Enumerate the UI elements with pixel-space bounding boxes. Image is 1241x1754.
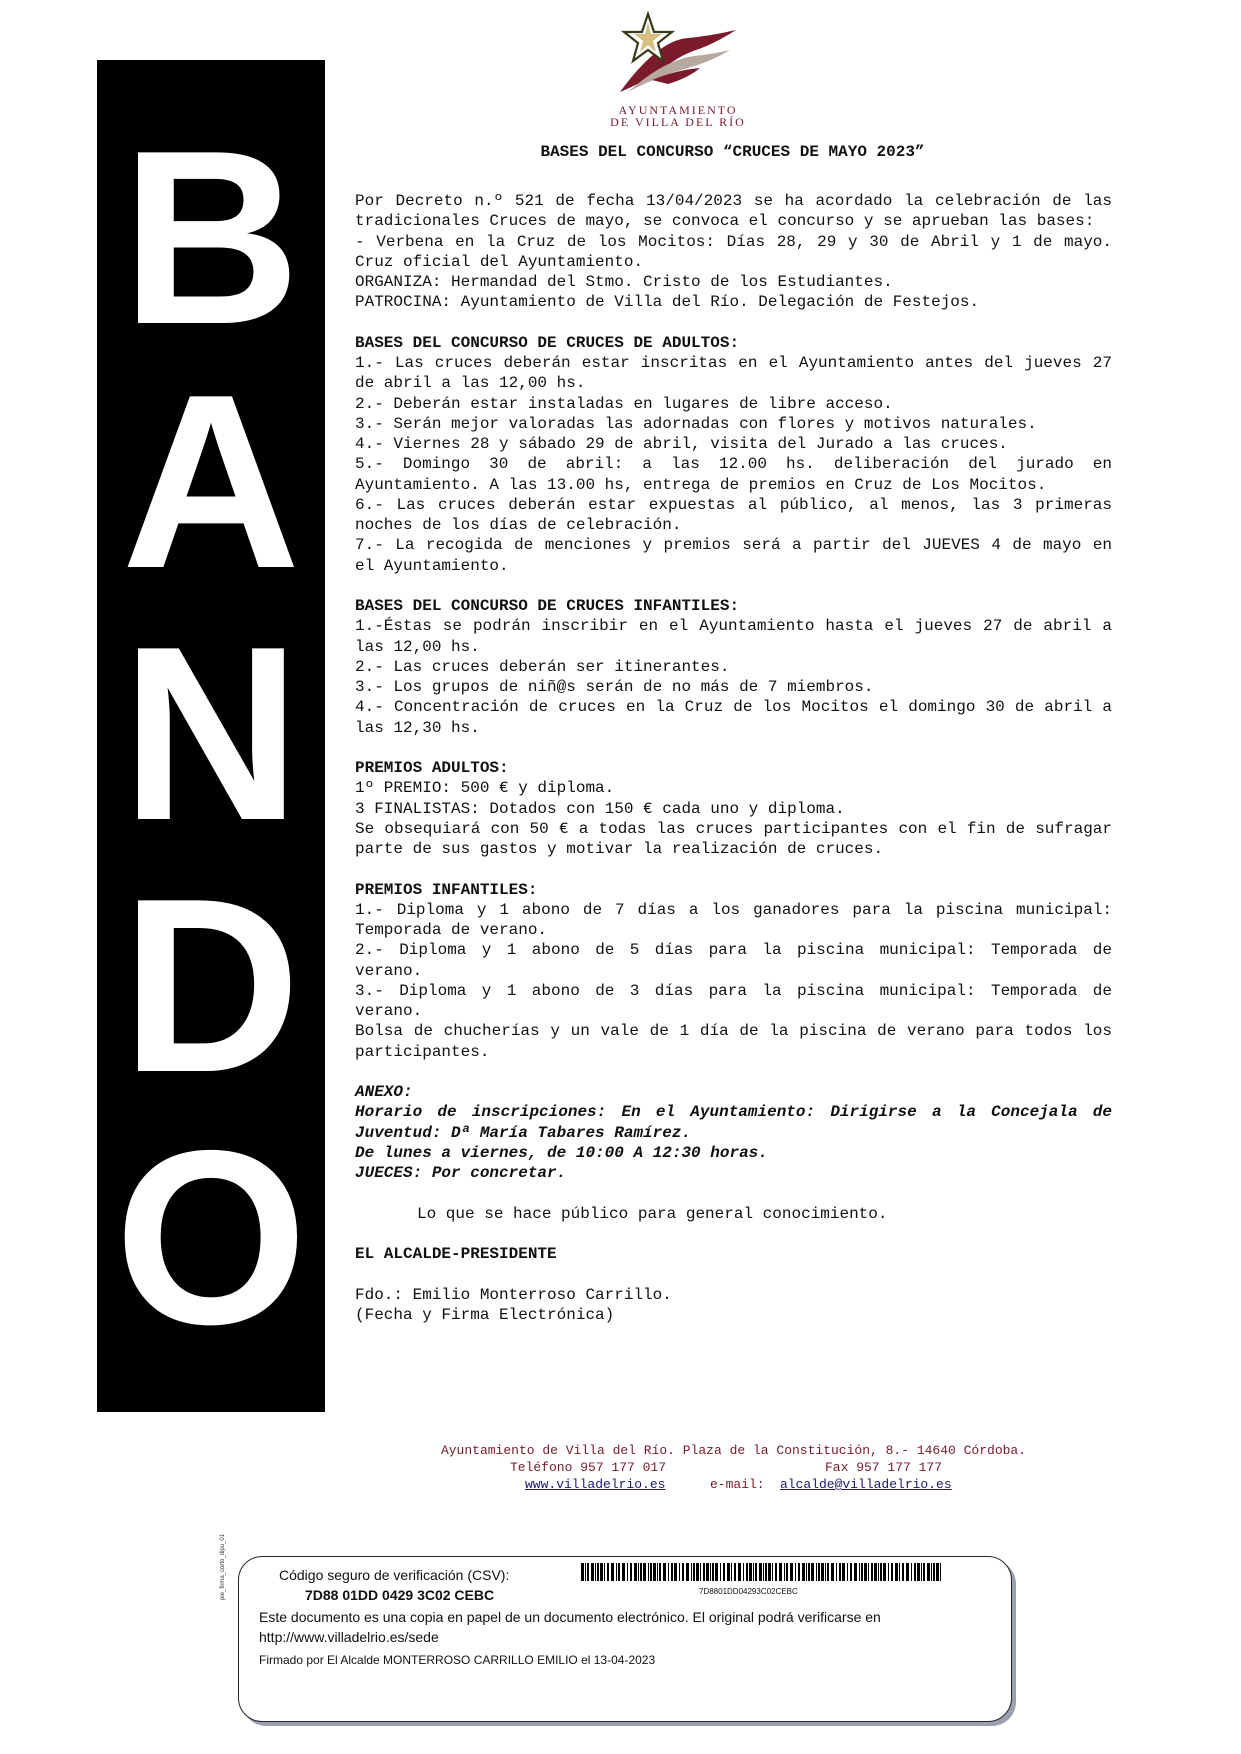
logo-line-1: AYUNTAMIENTO: [618, 103, 738, 117]
list-item: 3.- Los grupos de niñ@s serán de no más de 7 miembros.: [355, 678, 874, 696]
document-title: BASES DEL CONCURSO “CRUCES DE MAYO 2023”: [540, 143, 925, 161]
list-item: 4.- Concentración de cruces en la Cruz de los Mocitos el domingo 30 de abril a las 12,30 hs.: [355, 698, 1112, 737]
footer-fax: Fax 957 177 177: [825, 1460, 943, 1475]
municipal-logo: [598, 10, 758, 128]
bando-letter: A: [121, 342, 301, 620]
bando-letter: N: [121, 594, 301, 872]
intro-line: - Verbena en la Cruz de los Mocitos: Días 28, 29 y 30 de Abril y 1 de mayo. Cruz oficial del Ayuntamiento.: [355, 232, 1112, 271]
list-item: 3.- Diploma y 1 abono de 3 días para la piscina municipal: Temporada de verano.: [355, 981, 1112, 1020]
csv-code: 7D88 01DD 0429 3C02 CEBC: [305, 1587, 495, 1603]
anexo-item: JUECES: Por concretar.: [355, 1164, 567, 1182]
signer-role: EL ALCALDE-PRESIDENTE: [355, 1245, 557, 1263]
section-heading-premios-adultos: PREMIOS ADULTOS:: [355, 759, 509, 777]
list-item: 4.- Viernes 28 y sábado 29 de abril, visita del Jurado a las cruces.: [355, 435, 1008, 453]
section-heading-anexo: ANEXO:: [355, 1083, 413, 1101]
logo-line-2: DE VILLA DEL RÍO: [610, 115, 746, 129]
document-body: [355, 191, 1112, 1325]
intro-line: PATROCINA: Ayuntamiento de Villa del Río. Delegación de Festejos.: [355, 293, 980, 312]
intro-line: ORGANIZA: Hermandad del Stmo. Cristo de los Estudiantes.: [355, 273, 893, 291]
list-item: 2.- Las cruces deberán ser itinerantes.: [355, 657, 730, 676]
footer-email-label: e-mail:: [710, 1477, 765, 1492]
list-item: 1.-Éstas se podrán inscribir en el Ayuntamiento hasta el jueves 27 de abril a las 12,00 hs.: [355, 617, 1112, 656]
anexo-item: Horario de inscripciones: En el Ayuntamiento: Dirigirse a la Concejala de Juventud: Dª María Tabares Ramírez.: [355, 1103, 1112, 1142]
footer-address: Ayuntamiento de Villa del Río. Plaza de la Constitución, 8.- 14640 Córdoba.: [440, 1443, 1027, 1458]
list-item: 2.- Diploma y 1 abono de 5 días para la piscina municipal: Temporada de verano.: [355, 941, 1112, 980]
list-item: 5.- Domingo 30 de abril: a las 12.00 hs. deliberación del jurado en Ayuntamiento. A las 13.00 hs, entrega de premios en Cruz de Los Mocitos.: [355, 455, 1112, 494]
list-item: 7.- La recogida de menciones y premios será a partir del JUEVES 4 de mayo en el Ayuntamiento.: [355, 536, 1112, 575]
star-mountain-icon: [618, 10, 738, 102]
bando-banner: [97, 60, 325, 1412]
list-item: 1º PREMIO: 500 € y diploma.: [355, 779, 615, 798]
list-item: 6.- Las cruces deberán estar expuestas al público, al menos, las 3 primeras noches de los días de celebración.: [355, 495, 1112, 534]
barcode-icon: [581, 1563, 943, 1581]
footer-phone: Teléfono 957 177 017: [510, 1460, 667, 1475]
footer-web-link[interactable]: www.villadelrio.es: [525, 1477, 666, 1492]
bando-letter: B: [121, 98, 301, 376]
bando-letter: O: [114, 1098, 308, 1376]
list-item: 2.- Deberán estar instaladas en lugares de libre acceso.: [355, 394, 893, 413]
signer-name: Fdo.: Emilio Monterroso Carrillo.: [355, 1285, 672, 1304]
list-item: Se obsequiará con 50 € a todas las cruces participantes con el fin de sufragar parte de sus gastos y motivar la realización de cruces.: [355, 819, 1112, 858]
csv-description: Este documento es una copia en papel de un documento electrónico. El original podrá verificarse en http://www.villadelrio.es/sede: [259, 1609, 881, 1645]
bando-letter: D: [121, 846, 301, 1124]
side-code: pie_firma_corto_dipu_01: [220, 1533, 226, 1600]
barcode-text: 7D8801DD04293C02CEBC: [699, 1587, 798, 1596]
csv-verification-box: [238, 1556, 1012, 1722]
list-item: 3 FINALISTAS: Dotados con 150 € cada uno y diploma.: [355, 799, 845, 818]
csv-signed-by: Firmado por El Alcalde MONTERROSO CARRILLO EMILIO el 13-04-2023: [259, 1653, 656, 1667]
section-heading-adultos: BASES DEL CONCURSO DE CRUCES DE ADULTOS:: [355, 333, 740, 352]
anexo-item: De lunes a viernes, de 10:00 A 12:30 horas.: [355, 1143, 768, 1162]
intro-paragraph: Por Decreto n.º 521 de fecha 13/04/2023 se ha acordado la celebración de las tradicionales Cruces de mayo, se convoca el concurso y se aprueban las bases:: [355, 192, 1112, 231]
list-item: 1.- Diploma y 1 abono de 7 días a los ganadores para la piscina municipal: Temporada de verano.: [355, 900, 1112, 939]
csv-label: Código seguro de verificación (CSV):: [279, 1567, 510, 1583]
public-notice: Lo que se hace público para general conocimiento.: [417, 1204, 888, 1223]
list-item: 3.- Serán mejor valoradas las adornadas con flores y motivos naturales.: [355, 414, 1037, 433]
footer-email-link[interactable]: alcalde@villadelrio.es: [780, 1477, 952, 1492]
list-item: Bolsa de chucherías y un vale de 1 día de la piscina de verano para todos los participantes.: [355, 1022, 1112, 1061]
list-item: 1.- Las cruces deberán estar inscritas en el Ayuntamiento antes del jueves 27 de abril a las 12,00 hs.: [355, 354, 1112, 393]
section-heading-premios-infantiles: PREMIOS INFANTILES:: [355, 880, 538, 899]
section-heading-infantiles: BASES DEL CONCURSO DE CRUCES INFANTILES:: [355, 597, 740, 615]
page-footer: [355, 1442, 1112, 1493]
signature-note: (Fecha y Firma Electrónica): [355, 1305, 615, 1324]
